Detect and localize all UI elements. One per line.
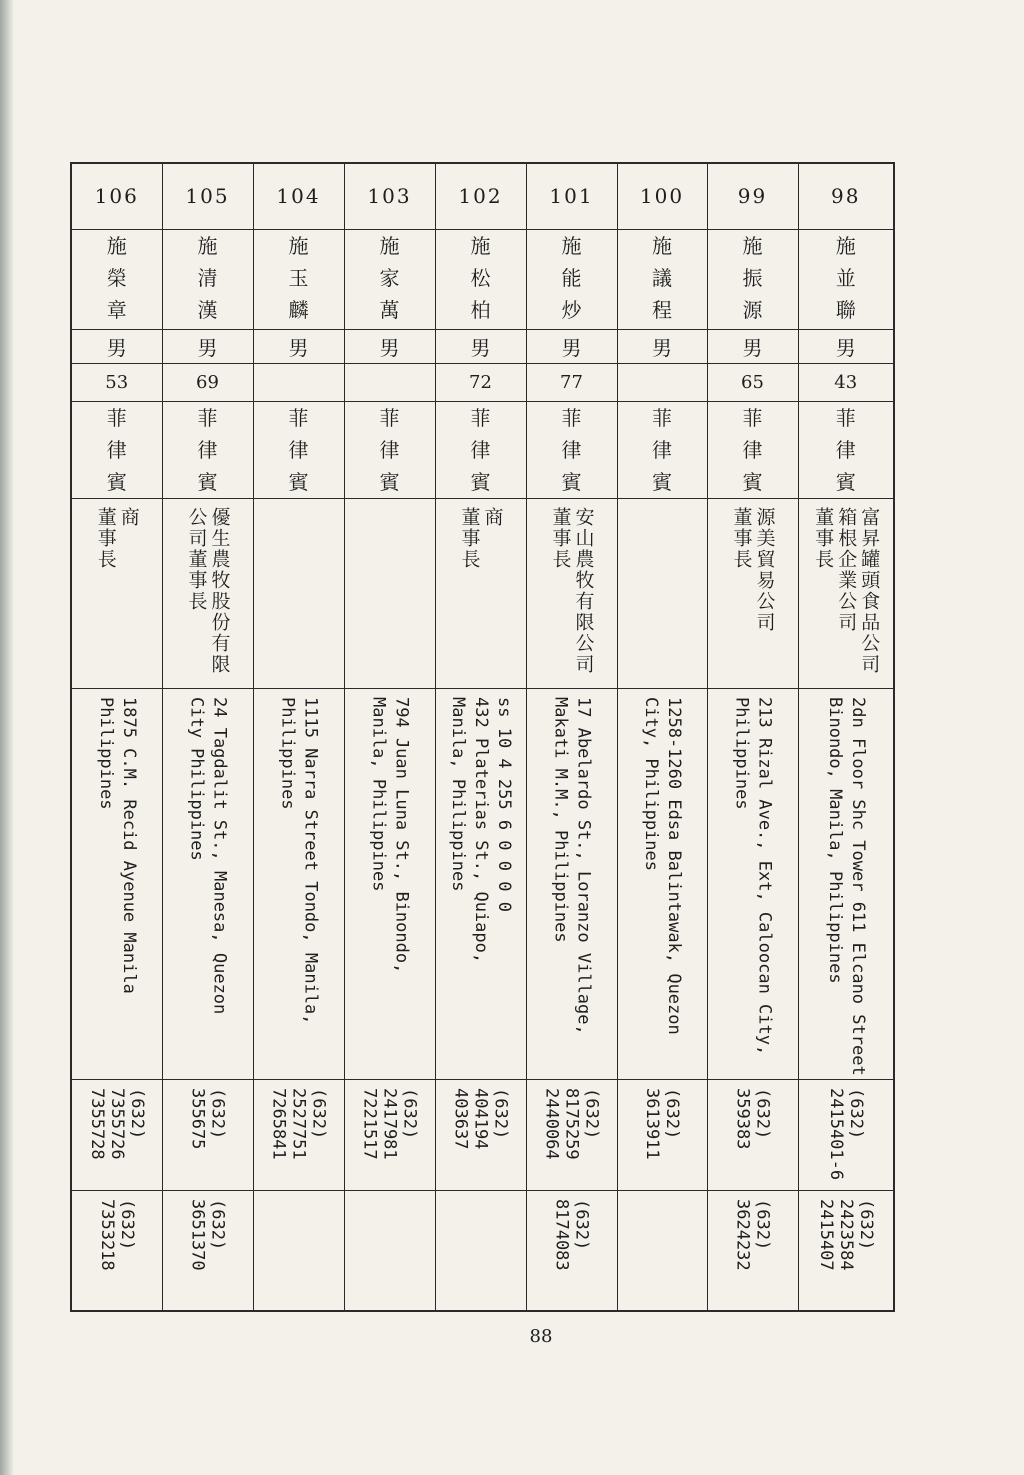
cjk-char: 賓	[470, 469, 491, 494]
fax-text: (632) 7353218	[96, 1199, 137, 1271]
fax-cell	[71, 1191, 162, 1311]
cjk-char: 能	[561, 265, 582, 290]
row-nationality	[71, 401, 894, 498]
row-company	[71, 498, 894, 688]
company-cell	[344, 498, 435, 688]
fax-text: (632) 3651370	[187, 1199, 228, 1271]
age-cell: 77	[526, 363, 617, 401]
number-cell: 101	[526, 163, 617, 229]
fax-text: (632) 3624232	[732, 1199, 773, 1271]
cjk-char: 賓	[742, 469, 763, 494]
cjk-char: 施	[742, 233, 763, 258]
address-text: 794 Juan Luna St., Binondo, Manila, Philippines	[368, 696, 412, 973]
row-telephone	[71, 1080, 894, 1191]
address-text: 17 Abelardo St., Loranzo Village, Makati M.M., Philippines	[550, 696, 594, 1035]
cjk-char: 議	[652, 265, 672, 290]
name-cell	[71, 229, 162, 329]
telephone-cell	[526, 1080, 617, 1191]
number-cell: 100	[617, 163, 707, 229]
telephone-text: (632) 2415401-6	[825, 1088, 866, 1181]
company-cell	[526, 498, 617, 688]
telephone-text: (632) 2417981 7221517	[359, 1088, 420, 1160]
cjk-char: 並	[835, 265, 856, 290]
cjk-char: 律	[561, 437, 582, 462]
number-cell: 104	[253, 163, 344, 229]
company-text: 源美貿易公司 董事長	[730, 506, 776, 633]
address-text: 1875 C.M. Recid Ayenue Manila Philippines	[95, 696, 139, 994]
number-cell: 106	[71, 163, 162, 229]
fax-cell	[344, 1191, 435, 1311]
cjk-char: 施	[652, 233, 672, 258]
company-cell	[162, 498, 253, 688]
cjk-char: 律	[652, 437, 672, 462]
cjk-char: 清	[197, 265, 218, 290]
company-text: 富昇罐頭食品公司 箱根企業公司 董事長	[812, 506, 881, 675]
table-body	[71, 163, 894, 1311]
address-text: 2dn Floor Shc Tower 611 Elcano Street Binondo, Manila, Philippines	[824, 696, 868, 1076]
name-cell	[798, 229, 894, 329]
address-cell	[617, 688, 707, 1080]
number-cell: 102	[435, 163, 526, 229]
cjk-char: 聯	[835, 297, 856, 322]
cjk-char: 菲	[197, 405, 218, 430]
row-fax	[71, 1191, 894, 1311]
telephone-cell	[162, 1080, 253, 1191]
telephone-text: (632) 3613911	[642, 1088, 682, 1160]
cjk-char: 律	[106, 437, 127, 462]
nationality-cell	[435, 401, 526, 498]
cjk-char: 律	[835, 437, 856, 462]
fax-cell	[435, 1191, 526, 1311]
cjk-char: 菲	[835, 405, 856, 430]
company-text: 商 董事長	[458, 506, 504, 570]
name-cell	[617, 229, 707, 329]
address-text: 1115 Narra Street Tondo, Manila, Philippines	[277, 696, 321, 1025]
telephone-cell	[435, 1080, 526, 1191]
name-cell	[707, 229, 798, 329]
fax-cell	[253, 1191, 344, 1311]
age-cell: 53	[71, 363, 162, 401]
telephone-text: (632) 8175259 2440064	[541, 1088, 602, 1160]
sex-cell: 男	[526, 329, 617, 363]
cjk-char: 施	[288, 233, 309, 258]
row-name	[71, 229, 894, 329]
name-cell	[435, 229, 526, 329]
cjk-char: 漢	[197, 297, 218, 322]
nationality-cell	[526, 401, 617, 498]
cjk-char: 律	[288, 437, 309, 462]
sex-cell: 男	[253, 329, 344, 363]
telephone-cell	[344, 1080, 435, 1191]
name-cell	[253, 229, 344, 329]
cjk-char: 菲	[288, 405, 309, 430]
telephone-cell	[617, 1080, 707, 1191]
cjk-char: 施	[470, 233, 491, 258]
sex-cell: 男	[798, 329, 894, 363]
page-spine-shadow	[0, 0, 14, 1475]
address-cell	[435, 688, 526, 1080]
sex-cell: 男	[344, 329, 435, 363]
cjk-char: 菲	[742, 405, 763, 430]
sex-cell: 男	[71, 329, 162, 363]
age-cell	[253, 363, 344, 401]
nationality-cell	[617, 401, 707, 498]
address-cell	[526, 688, 617, 1080]
telephone-text: (632) 359383	[732, 1088, 773, 1150]
cjk-char: 玉	[288, 265, 309, 290]
sex-cell: 男	[162, 329, 253, 363]
nationality-cell	[162, 401, 253, 498]
telephone-text: (632) 7355726 7355728	[86, 1088, 147, 1160]
telephone-cell	[707, 1080, 798, 1191]
company-cell	[707, 498, 798, 688]
cjk-char: 炒	[561, 297, 582, 322]
row-number	[71, 163, 894, 229]
age-cell: 43	[798, 363, 894, 401]
age-cell: 72	[435, 363, 526, 401]
number-cell: 98	[798, 163, 894, 229]
address-text: 1258-1260 Edsa Balintawak, Quezon City, Philippines	[641, 696, 684, 1035]
cjk-char: 賓	[379, 469, 400, 494]
age-cell	[617, 363, 707, 401]
sex-cell: 男	[617, 329, 707, 363]
age-cell: 65	[707, 363, 798, 401]
telephone-text: (632) 404194 403637	[450, 1088, 511, 1150]
cjk-char: 源	[742, 297, 763, 322]
cjk-char: 菲	[561, 405, 582, 430]
address-text: 24 Tagdalit St., Manesa, Quezon City Philippines	[186, 696, 230, 1014]
name-cell	[526, 229, 617, 329]
age-cell	[344, 363, 435, 401]
fax-cell	[798, 1191, 894, 1311]
cjk-char: 賓	[652, 469, 672, 494]
nationality-cell	[798, 401, 894, 498]
company-cell	[798, 498, 894, 688]
fax-cell	[617, 1191, 707, 1311]
address-cell	[707, 688, 798, 1080]
cjk-char: 振	[742, 265, 763, 290]
cjk-char: 松	[470, 265, 491, 290]
cjk-char: 施	[835, 233, 856, 258]
cjk-char: 菲	[470, 405, 491, 430]
row-age	[71, 363, 894, 401]
cjk-char: 施	[197, 233, 218, 258]
cjk-char: 麟	[288, 297, 309, 322]
company-cell	[435, 498, 526, 688]
address-cell	[71, 688, 162, 1080]
nationality-cell	[707, 401, 798, 498]
address-text: ss 10 4 255 6 0 0 0 0 432 Platerias St., Quiapo, Manila, Philippines	[448, 696, 514, 963]
cjk-char: 賓	[197, 469, 218, 494]
telephone-cell	[253, 1080, 344, 1191]
company-text: 優生農牧股份有限 公司董事長	[185, 506, 231, 675]
cjk-char: 律	[379, 437, 400, 462]
fax-cell	[707, 1191, 798, 1311]
cjk-char: 榮	[106, 265, 127, 290]
sex-cell: 男	[435, 329, 526, 363]
address-cell	[162, 688, 253, 1080]
cjk-char: 家	[379, 265, 400, 290]
company-text: 商 董事長	[94, 506, 140, 570]
address-text: 213 Rizal Ave., Ext, Caloocan City, Philippines	[731, 696, 775, 1055]
age-cell: 69	[162, 363, 253, 401]
name-cell	[344, 229, 435, 329]
cjk-char: 施	[379, 233, 400, 258]
nationality-cell	[253, 401, 344, 498]
cjk-char: 萬	[379, 297, 400, 322]
cjk-char: 賓	[561, 469, 582, 494]
cjk-char: 菲	[379, 405, 400, 430]
company-text: 安山農牧有限公司 董事長	[549, 506, 595, 675]
cjk-char: 賓	[835, 469, 856, 494]
cjk-char: 章	[106, 297, 127, 322]
cjk-char: 賓	[288, 469, 309, 494]
cjk-char: 施	[561, 233, 582, 258]
fax-text: (632) 2423584 2415407	[815, 1199, 876, 1271]
nationality-cell	[71, 401, 162, 498]
row-address	[71, 688, 894, 1080]
fax-text: (632) 8174083	[551, 1199, 592, 1271]
telephone-cell	[71, 1080, 162, 1191]
cjk-char: 律	[470, 437, 491, 462]
address-cell	[344, 688, 435, 1080]
cjk-char: 賓	[106, 469, 127, 494]
cjk-char: 菲	[652, 405, 672, 430]
nationality-cell	[344, 401, 435, 498]
number-cell: 103	[344, 163, 435, 229]
telephone-text: (632) 2527751 7265841	[268, 1088, 329, 1160]
company-cell	[253, 498, 344, 688]
cjk-char: 柏	[470, 297, 491, 322]
telephone-text: (632) 355675	[187, 1088, 228, 1150]
telephone-cell	[798, 1080, 894, 1191]
name-cell	[162, 229, 253, 329]
number-cell: 99	[707, 163, 798, 229]
page-number: 88	[529, 1326, 553, 1347]
cjk-char: 菲	[106, 405, 127, 430]
fax-cell	[162, 1191, 253, 1311]
member-table	[70, 162, 895, 1312]
cjk-char: 施	[106, 233, 127, 258]
company-cell	[71, 498, 162, 688]
fax-cell	[526, 1191, 617, 1311]
number-cell: 105	[162, 163, 253, 229]
address-cell	[798, 688, 894, 1080]
cjk-char: 律	[742, 437, 763, 462]
cjk-char: 程	[652, 297, 672, 322]
address-cell	[253, 688, 344, 1080]
cjk-char: 律	[197, 437, 218, 462]
company-cell	[617, 498, 707, 688]
row-sex	[71, 329, 894, 363]
sex-cell: 男	[707, 329, 798, 363]
